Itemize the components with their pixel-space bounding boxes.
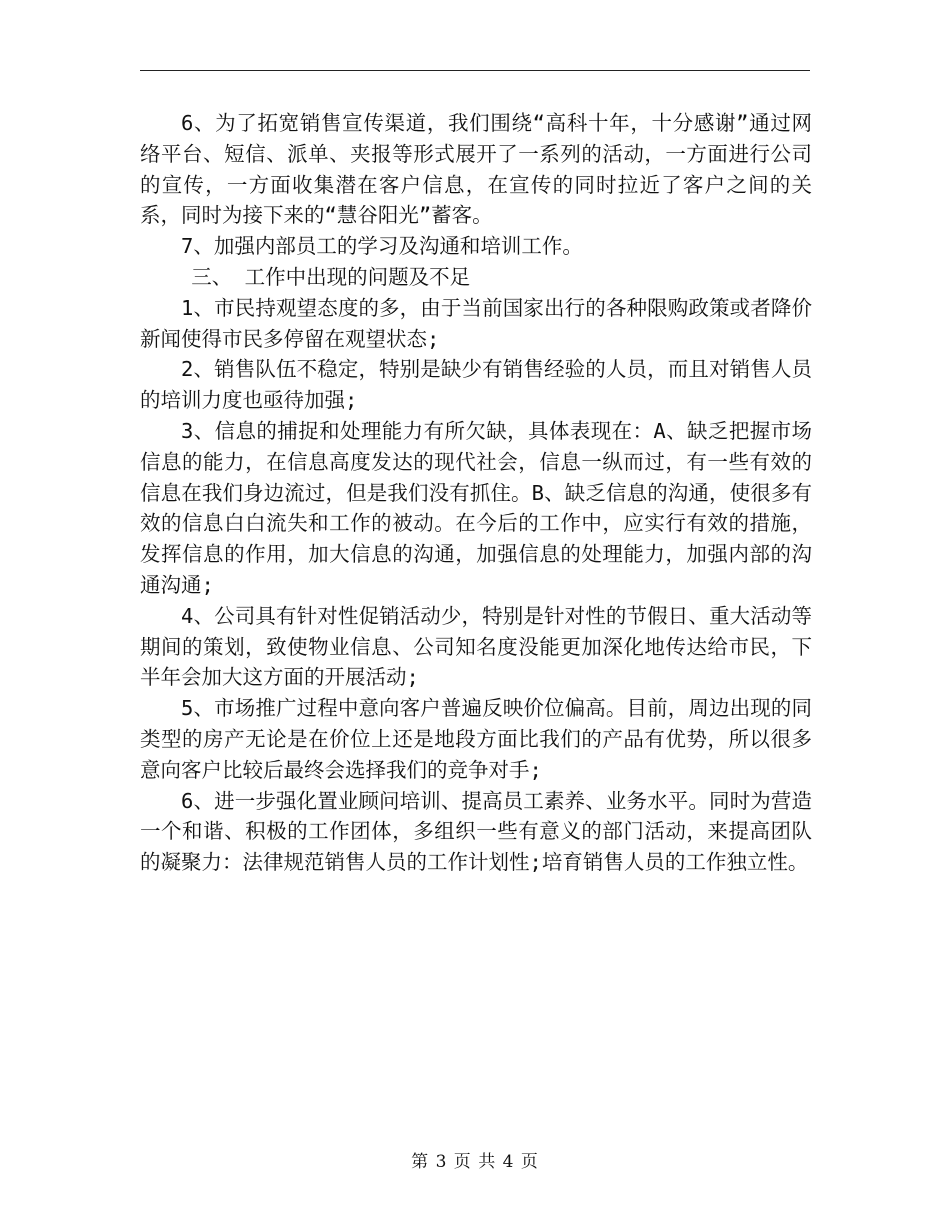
paragraph-problem-5: 5、市场推广过程中意向客户普遍反映价位偏高。目前，周边出现的同类型的房产无论是在价位上还是地段方面比我们的产品有优势，所以很多意向客户比较后最终会选择我们的竞争对手; (140, 696, 812, 782)
document-body (140, 108, 812, 878)
page-number-footer: 第 3 页 共 4 页 (411, 1152, 539, 1172)
paragraph-problem-4: 4、公司具有针对性促销活动少，特别是针对性的节假日、重大活动等期间的策划，致使物业信息、公司知名度没能更加深化地传达给市民，下半年会加大这方面的开展活动; (140, 603, 812, 690)
paragraph-problem-6: 6、进一步强化置业顾问培训、提高员工素养、业务水平。同时为营造一个和谐、积极的工作团体，多组织一些有意义的部门活动，来提高团队的凝聚力：法律规范销售人员的工作计划性;培育销售人员的工作独立性。 (140, 788, 812, 875)
header-rule (140, 70, 810, 71)
paragraph-staff-training: 7、加强内部员工的学习及沟通和培训工作。 (181, 234, 583, 259)
paragraph-problem-1: 1、市民持观望态度的多，由于当前国家出行的各种限购政策或者降价新闻使得市民多停留在观望状态; (140, 295, 812, 351)
paragraph-problem-3: 3、信息的捕捉和处理能力有所欠缺，具体表现在：A、缺乏把握市场信息的能力，在信息高度发达的现代社会，信息一纵而过，有一些有效的信息在我们身边流过，但是我们没有抓住。B、缺乏信息的沟通，使很多有效的信息白白流失和工作的被动。在今后的工作中，应实行有效的措施，发挥信息的作用，加大信息的沟通，加强信息的处理能力，加强内部的沟通沟通; (140, 418, 812, 597)
section-heading-problems: 三、 工作中出现的问题及不足 (191, 264, 471, 289)
paragraph-problem-2: 2、销售队伍不稳定，特别是缺少有销售经验的人员，而且对销售人员的培训力度也亟待加强; (140, 357, 812, 413)
paragraph-promotion-channels: 6、为了拓宽销售宣传渠道，我们围绕“高科十年，十分感谢”通过网络平台、短信、派单、夹报等形式展开了一系列的活动，一方面进行公司的宣传，一方面收集潜在客户信息，在宣传的同时拉近了客户之间的关系，同时为接下来的“慧谷阳光”蓄客。 (140, 111, 812, 228)
